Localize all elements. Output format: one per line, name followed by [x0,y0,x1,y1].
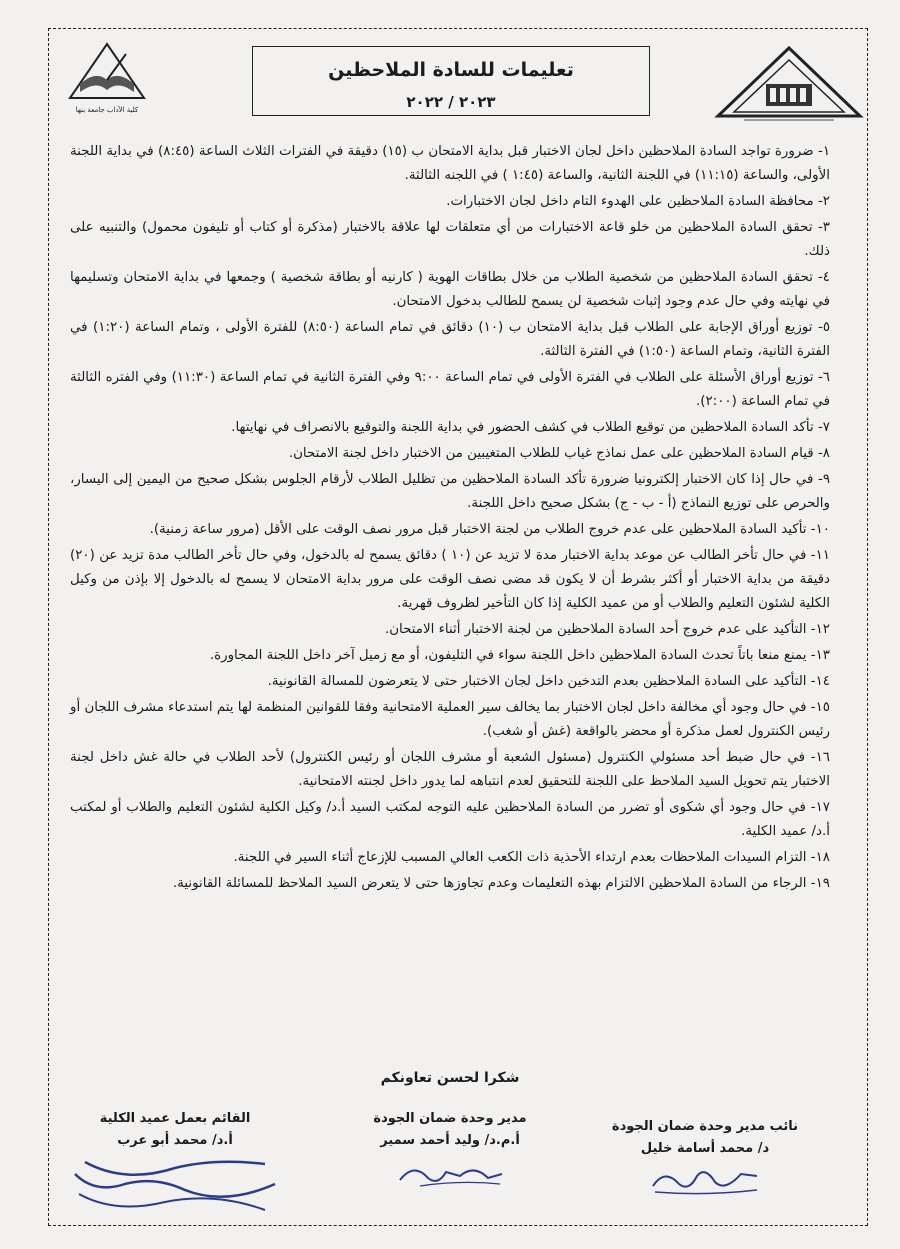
instruction-text: تحقق السادة الملاحظين من خلو قاعة الاختبارات من أي متعلقات لها علاقة بالاختبار (مذكرة أو كتاب أو تليفون محمول) والتنبيه على ذلك. [70,220,830,259]
instruction-item [70,872,830,896]
signature-block-middle [345,1108,555,1190]
signature-name: أ.م.د/ وليد أحمد سمير [380,1133,520,1148]
instruction-number: ١٢- [810,622,830,637]
instruction-item [70,442,830,466]
instruction-text: التأكيد على السادة الملاحظين بعدم التدخين داخل لجان الاختبار حتى لا يتعرضون للمسالة القانونية. [267,674,807,689]
academic-year: ٢٠٢٣ / ٢٠٢٢ [406,93,496,111]
instruction-text: توزيع أوراق الأسئلة على الطلاب في الفترة الأولى في تمام الساعة ٩:٠٠ وفي الفترة الثانية في تمام الساعة (١١:٣٠) وفي الفتره الثالثة في تمام الساعة (٢:٠٠). [70,370,830,409]
instruction-number: ١٧- [810,800,830,815]
signature-name: د/ محمد أسامة خليل [640,1141,770,1156]
signature-block-left [60,1108,290,1224]
signature-role: نائب مدير وحدة ضمان الجودة [611,1119,799,1134]
instruction-number: ١٣- [810,648,830,663]
title-box [252,46,650,116]
instruction-number: ١- [817,144,831,159]
instruction-item [70,644,830,668]
signature-role: مدير وحدة ضمان الجودة [373,1111,527,1126]
instruction-text: في حال ضبط أحد مسئولي الكنترول (مسئول الشعبة أو مشرف اللجان أو رئيس الكنترول) لأحد الطلاب في حالة غش داخل لجنة الاختبار يتم تحويل السيد الملاحظ على اللجنة للتحقيق لعدم انتباهه لما يدور داخل لجنته الامتحانية. [70,750,830,789]
instruction-item [70,618,830,642]
instruction-item [70,190,830,214]
instruction-item [70,746,830,794]
instruction-text: الرجاء من السادة الملاحظين الالتزام بهذه التعليمات وعدم تجاوزها حتى لا يتعرض السيد الملاحظ للمسائلة القانونية. [172,876,807,891]
instruction-text: في حال وجود أي مخالفة داخل لجان الاختبار بما يخالف سير العملية الامتحانية وفقا للقوانين المنظمة لها يتم استدعاء مشرف اللجان أو رئيس الكنترول لعمل مذكرة أو محضر بالواقعة (غش أو شغب). [70,700,830,739]
instruction-item [70,416,830,440]
university-logo [714,44,864,124]
signature-block-right [590,1116,820,1198]
instruction-number: ٥- [817,320,831,335]
signature-name: أ.د/ محمد أبو عرب [117,1133,233,1148]
instruction-number: ١٩- [810,876,830,891]
instruction-item [70,468,830,516]
instruction-item [70,544,830,616]
instruction-text: التزام السيدات الملاحظات بعدم ارتداء الأحذية ذات الكعب العالي المسبب للإزعاج أثناء السير في اللجنة. [233,850,807,865]
instruction-number: ١٠- [810,522,830,537]
instruction-text: في حال إذا كان الاختبار إلكترونيا ضرورة تأكد السادة الملاحظين من تظليل الطلاب لأرقام الجلوس بشكل صحيح من اليمين إلى اليسار، والحرص على توزيع النماذج (أ - ب - ج) بشكل صحيح داخل اللجنة. [70,472,830,511]
instruction-item [70,140,830,188]
page-title: تعليمات للسادة الملاحظين [328,59,574,81]
signature-role: القائم بعمل عميد الكلية [99,1111,251,1126]
instruction-text: في حال وجود أي شكوى أو تضرر من السادة الملاحظين عليه التوجه لمكتب السيد أ.د/ وكيل الكلية لشئون التعليم والطلاب أو لمكتب أ.د/ عميد الكلية. [70,800,830,839]
instruction-text: تأكيد السادة الملاحظين على عدم خروج الطلاب من لجنة الاختبار قبل مرور نصف الوقت على الأقل (مرور ساعة زمنية). [149,522,807,537]
instruction-text: التأكيد على عدم خروج أحد السادة الملاحظين من لجنة الاختبار أثناء الامتحان. [384,622,807,637]
instruction-item [70,846,830,870]
instruction-number: ١١- [810,548,830,563]
instruction-number: ١٦- [810,750,830,765]
instruction-text: توزيع أوراق الإجابة على الطلاب قبل بداية الامتحان ب (١٠) دقائق في تمام الساعة (٨:٥٠) للفترة الأولى ، وتمام الساعة (١:٢٠) في الفترة الثانية، وتمام الساعة (١:٥٠) في الفترة الثالثة. [70,320,830,359]
instruction-number: ٣- [817,220,830,235]
instruction-number: ١٨- [810,850,830,865]
instruction-text: يمنع منعا باتاً تحدث السادة الملاحظين داخل اللجنة سواء في التليفون، أو مع زميل آخر داخل اللجنة المجاورة. [209,648,807,663]
faculty-logo-caption: كلية الآداب جامعة بنها [75,106,139,114]
instruction-number: ٤- [817,270,830,285]
instruction-number: ٦- [817,370,830,385]
instruction-item [70,316,830,364]
faculty-logo [66,40,148,120]
instruction-text: تحقق السادة الملاحظين من شخصية الطلاب من خلال بطاقات الهوية ( كارنيه أو بطاقة شخصية ) وجمعها في بداية الامتحان وتسليمها في نهايته وفي حال عدم وجود إثبات شخصية لن يسمح للطالب بدخول الامتحان. [70,270,830,309]
instruction-item [70,366,830,414]
instruction-text: محافظة السادة الملاحظين على الهدوء التام داخل لجان الاختبارات. [446,194,814,209]
handwritten-signature [645,1162,765,1198]
instruction-item [70,696,830,744]
closing-note: شكرا لحسن تعاونكم [380,1070,520,1086]
handwritten-signature [390,1154,510,1190]
instructions-list [70,140,830,898]
instruction-number: ٨- [817,446,830,461]
instruction-item [70,518,830,542]
instruction-text: قيام السادة الملاحظين على عمل نماذج غياب للطلاب المتغيبين من الاختبار داخل لجنة الامتحان. [288,446,814,461]
instruction-text: ضرورة تواجد السادة الملاحظين داخل لجان الاختبار قبل بداية الامتحان ب (١٥) دقيقة في الفترات الثلاث الساعة (٨:٤٥) في بداية اللجنة الأولى، والساعة (١١:١٥) في اللجنة الثانية، والساعة (١:٤٥ ) في اللجنه الثالثة. [70,144,830,183]
instruction-text: تأكد السادة الملاحظين من توقيع الطلاب في كشف الحضور في بداية اللجنة والتوقيع بالانصراف في نهايتها. [231,420,814,435]
instruction-number: ١٥- [810,700,830,715]
instruction-item [70,216,830,264]
handwritten-signature [65,1154,285,1224]
instruction-text: في حال تأخر الطالب عن موعد بداية الاختبار مدة لا تزيد عن (١٠ ) دقائق يسمح له بالدخول، وفي حال تأخر الطالب مدة تزيد عن (٢٠) دقيقة من بداية الاختبار أو أكثر بشرط أن لا يكون قد مضى نصف الوقت على مرور بداية الامتحان لا يسمح له بالدخول إلا بإذن من وكيل الكلية لشئون التعليم والطلاب أو من عميد الكلية إذا كان التأخير لظروف قهرية. [70,548,830,611]
instruction-item [70,796,830,844]
instruction-number: ٧- [817,420,830,435]
instruction-number: ٩- [817,472,831,487]
instruction-number: ٢- [817,194,830,209]
instruction-item [70,670,830,694]
instruction-number: ١٤- [810,674,830,689]
instruction-item [70,266,830,314]
